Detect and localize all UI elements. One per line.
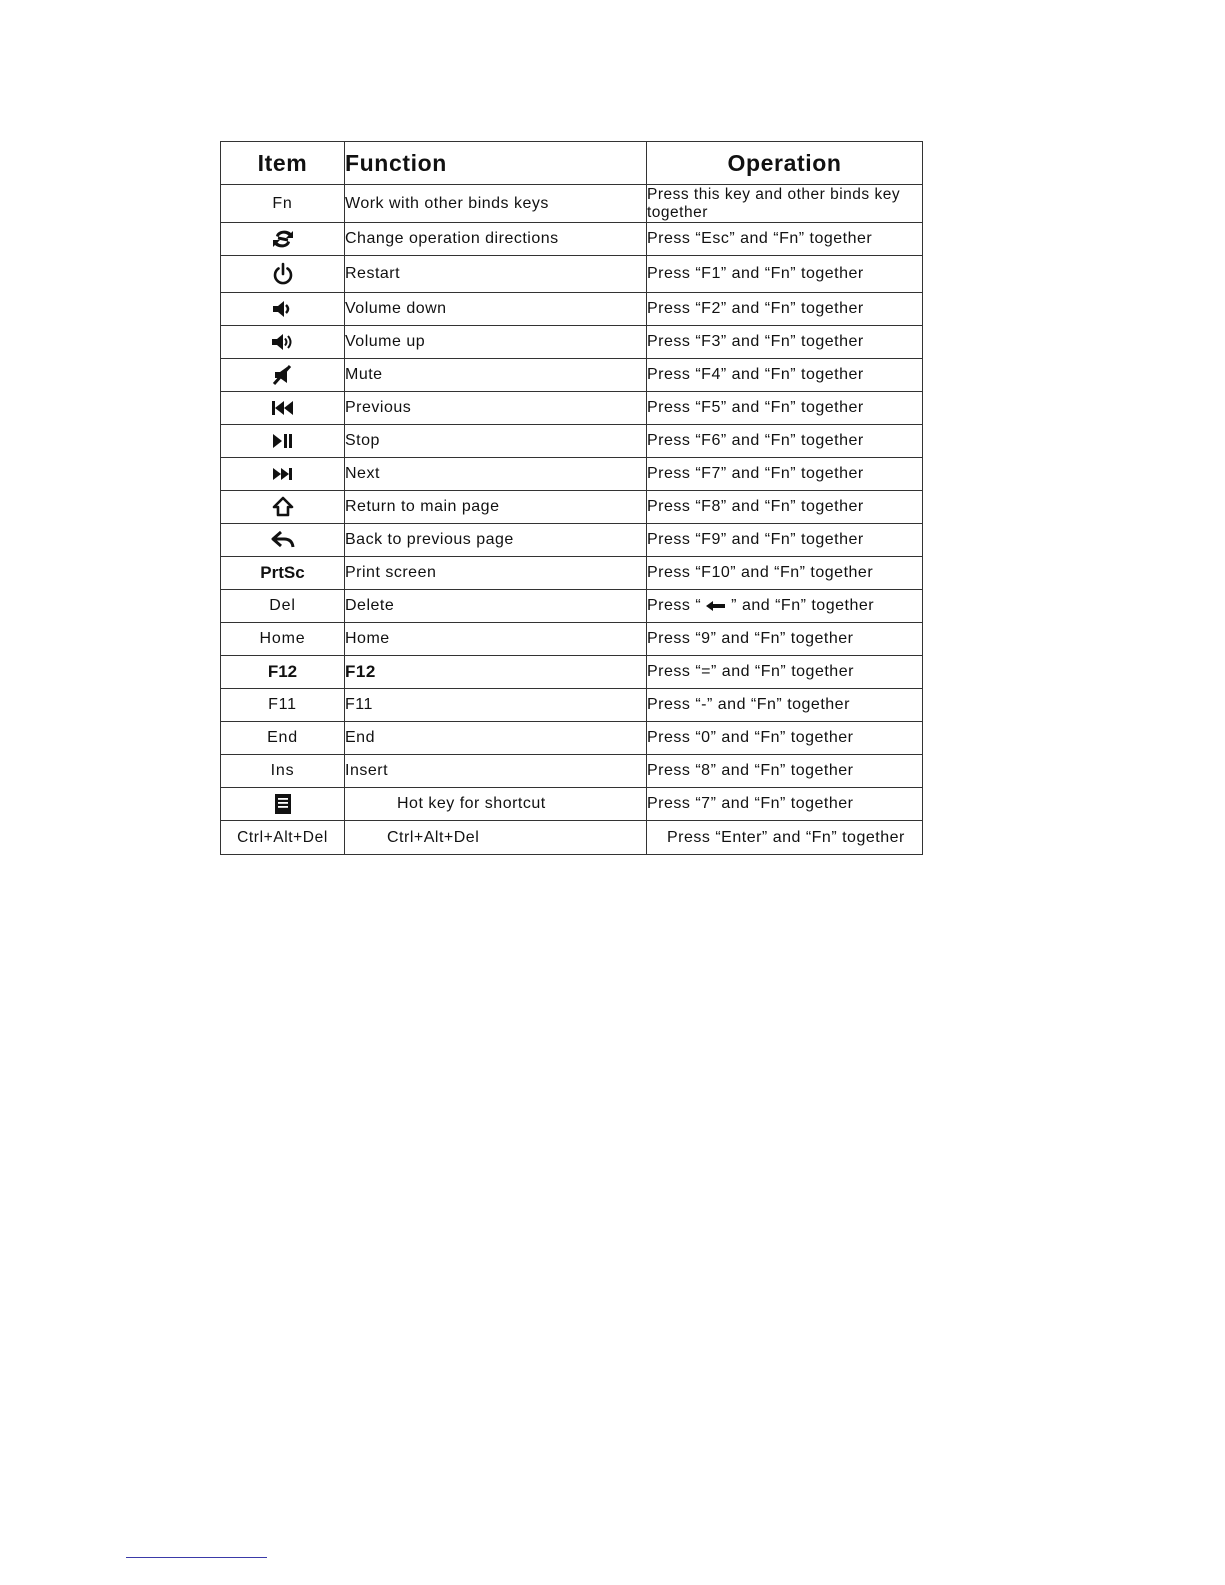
function-cell: Hot key for shortcut (345, 788, 647, 821)
operation-cell: Press “8” and “Fn” together (647, 755, 923, 788)
item-label: Ins (270, 762, 295, 779)
function-cell: Back to previous page (345, 524, 647, 557)
table-row (221, 491, 923, 524)
function-cell: Delete (345, 590, 647, 623)
item-label: F12 (267, 662, 298, 681)
item-cell (221, 256, 345, 293)
function-cell: Work with other binds keys (345, 185, 647, 223)
item-cell (221, 524, 345, 557)
operation-cell: Press “-” and “Fn” together (647, 689, 923, 722)
header-function: Function (345, 142, 647, 185)
function-label: F12 (345, 662, 376, 681)
function-cell: Mute (345, 359, 647, 392)
operation-prefix: Press “ (647, 597, 702, 614)
item-cell (221, 788, 345, 821)
item-cell (221, 293, 345, 326)
operation-cell: Press “F7” and “Fn” together (647, 458, 923, 491)
item-cell (221, 458, 345, 491)
operation-cell: Press “Esc” and “Fn” together (647, 223, 923, 256)
function-cell: Insert (345, 755, 647, 788)
operation-cell: Press “Enter” and “Fn” together (647, 821, 923, 855)
table-row (221, 392, 923, 425)
menu-list-icon (270, 792, 296, 816)
function-cell: Change operation directions (345, 223, 647, 256)
item-cell (221, 722, 345, 755)
table-row (221, 821, 923, 855)
rotate-direction-icon (270, 227, 296, 251)
volume-up-icon (270, 330, 296, 354)
function-cell: Restart (345, 256, 647, 293)
item-cell (221, 689, 345, 722)
item-cell (221, 491, 345, 524)
item-cell (221, 755, 345, 788)
operation-cell: Press “F9” and “Fn” together (647, 524, 923, 557)
table-row (221, 293, 923, 326)
table-row (221, 458, 923, 491)
header-item: Item (221, 142, 345, 185)
item-label: Ctrl+Alt+Del (237, 828, 328, 846)
table-row (221, 425, 923, 458)
backspace-arrow-icon (705, 600, 727, 612)
item-cell (221, 359, 345, 392)
item-cell (221, 326, 345, 359)
function-cell: Ctrl+Alt+Del (345, 821, 647, 855)
function-cell: Previous (345, 392, 647, 425)
operation-cell: Press “F2” and “Fn” together (647, 293, 923, 326)
table-row (221, 185, 923, 223)
item-label: End (267, 729, 298, 746)
operation-cell: Press “F8” and “Fn” together (647, 491, 923, 524)
mute-icon (270, 363, 296, 387)
home-icon (270, 495, 296, 519)
table-row (221, 788, 923, 821)
operation-cell (647, 590, 923, 623)
item-label: F11 (268, 696, 297, 713)
play-pause-icon (270, 429, 296, 453)
operation-cell: Press “0” and “Fn” together (647, 722, 923, 755)
item-cell (221, 425, 345, 458)
table-row (221, 223, 923, 256)
item-cell (221, 557, 345, 590)
function-cell: Next (345, 458, 647, 491)
item-cell (221, 223, 345, 256)
table-row (221, 557, 923, 590)
operation-cell: Press “7” and “Fn” together (647, 788, 923, 821)
operation-cell: Press “F6” and “Fn” together (647, 425, 923, 458)
function-cell: Return to main page (345, 491, 647, 524)
operation-cell: Press “F3” and “Fn” together (647, 326, 923, 359)
table-header-row (221, 142, 923, 185)
table-row (221, 326, 923, 359)
operation-cell: Press “F10” and “Fn” together (647, 557, 923, 590)
item-cell (221, 656, 345, 689)
item-label: Fn (272, 194, 293, 212)
function-cell (345, 656, 647, 689)
item-cell (221, 392, 345, 425)
power-icon (270, 262, 296, 286)
operation-cell: Press “9” and “Fn” together (647, 623, 923, 656)
table-row (221, 359, 923, 392)
item-cell (221, 590, 345, 623)
previous-track-icon (270, 396, 296, 420)
item-cell (221, 623, 345, 656)
table-row (221, 656, 923, 689)
function-cell: Home (345, 623, 647, 656)
operation-cell: Press “F5” and “Fn” together (647, 392, 923, 425)
function-cell: Volume down (345, 293, 647, 326)
operation-cell: Press “F1” and “Fn” together (647, 256, 923, 293)
next-track-icon (270, 462, 296, 486)
item-label: Home (259, 630, 306, 647)
table-row (221, 524, 923, 557)
item-label: PrtSc (260, 563, 305, 582)
table-row (221, 590, 923, 623)
table-row (221, 722, 923, 755)
footer-rule (126, 1557, 267, 1558)
table-row (221, 256, 923, 293)
back-arrow-icon (270, 528, 296, 552)
operation-cell: Press “F4” and “Fn” together (647, 359, 923, 392)
table-row (221, 755, 923, 788)
operation-cell: Press this key and other binds key together (647, 185, 923, 223)
function-cell: End (345, 722, 647, 755)
item-cell (221, 185, 345, 223)
function-cell: Print screen (345, 557, 647, 590)
operation-cell: Press “=” and “Fn” together (647, 656, 923, 689)
operation-suffix: ” and “Fn” together (731, 597, 875, 614)
function-cell: Stop (345, 425, 647, 458)
function-cell: Volume up (345, 326, 647, 359)
function-cell: F11 (345, 689, 647, 722)
volume-down-icon (270, 297, 296, 321)
table-row (221, 689, 923, 722)
item-cell (221, 821, 345, 855)
item-label: Del (269, 597, 296, 614)
hotkey-table (220, 141, 923, 855)
header-operation: Operation (647, 142, 923, 185)
table-row (221, 623, 923, 656)
